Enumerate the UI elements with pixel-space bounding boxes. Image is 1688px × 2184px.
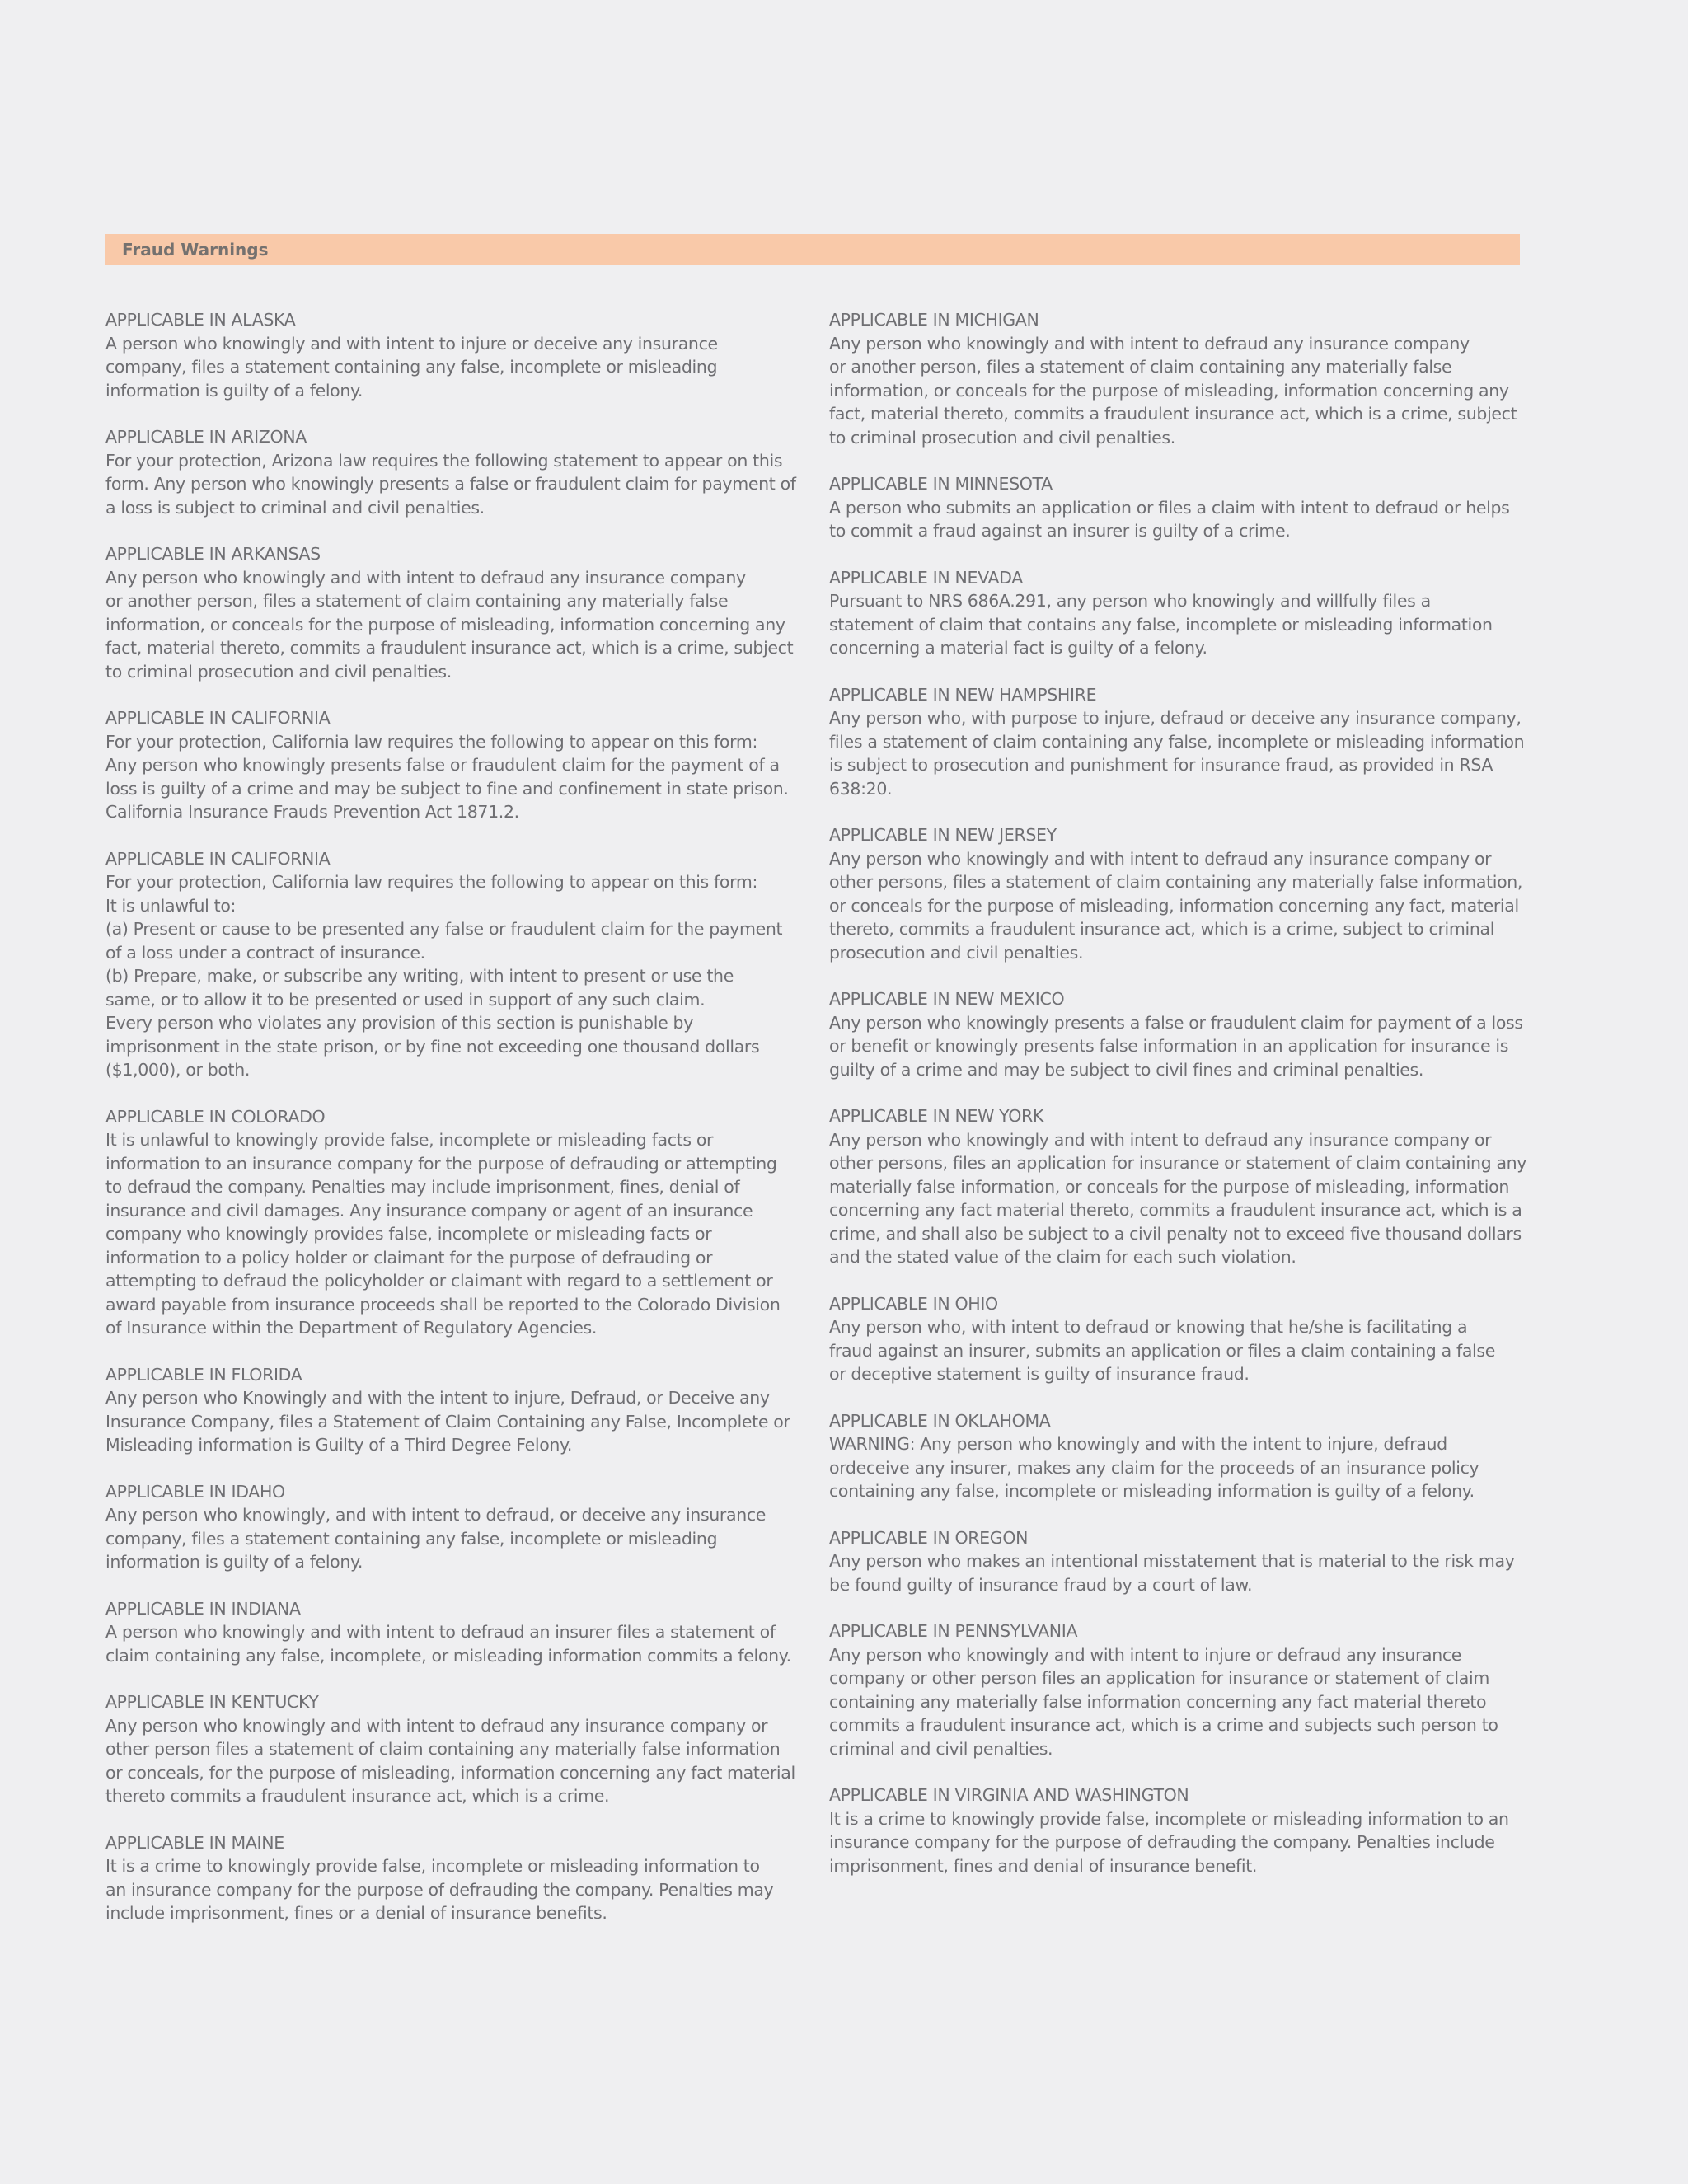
section-body: Any person who makes an intentional misstatement that is material to the risk may be found guilty of insurance fraud by a court of law. <box>829 1551 1515 1595</box>
fraud-warning-new-mexico <box>829 987 1530 1081</box>
fraud-warning-california-1 <box>106 706 806 824</box>
section-heading: APPLICABLE IN NEW MEXICO <box>829 989 1065 1009</box>
section-body: WARNING: Any person who knowingly and with the intent to injure, defraud ordeceive any insurer, makes any claim for the proceeds of an insurance policy containing any false, incomplete or misleading information is guilty of a felony. <box>829 1434 1479 1501</box>
section-body: Any person who knowingly and with intent to injure or defraud any insurance company or other person files an application for insurance or statement of claim containing any materially false information concerning any fact material thereto commits a fraudulent insurance act, which is a crime and subjects such person to criminal and civil penalties. <box>829 1644 1498 1759</box>
section-body: Any person who knowingly and with intent to defraud any insurance company or another person, files a statement of claim containing any materially false information, or conceals for the purpose of misleading, information concerning any fact, material thereto, commits a fraudulent insurance act, which is a crime, subject to criminal prosecution and civil penalties. <box>829 333 1517 448</box>
section-body: Any person who knowingly presents a false or fraudulent claim for payment of a loss or benefit or knowingly presents false information in an application for insurance is guilty of a crime and may be subject to civil fines and criminal penalties. <box>829 1012 1523 1080</box>
section-body: Any person who knowingly and with intent to defraud any insurance company or another person, files a statement of claim containing any materially false information, or conceals for the purpose of misleading, information concerning any fact, material thereto, commits a fraudulent insurance act, which is a crime, subject to criminal prosecution and civil penalties. <box>106 567 794 682</box>
section-body: For your protection, California law requires the following to appear on this form: It is unlawful to: (a) Present or cause to be presented any false or fraudulent claim for the payment of a loss under a contract of insurance. (b) Prepare, make, or subscribe any writing, with intent to present or use the same, or to allow it to be presented or used in support of any such claim. Every person who violates any provision of this section is punishable by imprisonment in the state prison, or by fine not exceeding one thousand dollars ($1,000), or both. <box>106 872 783 1080</box>
section-body: Any person who knowingly and with intent to defraud any insurance company or other person files a statement of claim containing any materially false information or conceals, for the purpose of misleading, information concerning any fact material thereto commits a fraudulent insurance act, which is a crime. <box>106 1715 795 1806</box>
section-body: It is a crime to knowingly provide false, incomplete or misleading information to an insurance company for the purpose of defrauding the company. Penalties include imprisonment, fines and denial of insurance benefit. <box>829 1808 1509 1876</box>
section-body: Any person who knowingly, and with intent to defraud, or deceive any insurance company, files a statement containing any false, incomplete or misleading information is guilty of a felony. <box>106 1505 767 1572</box>
section-heading: APPLICABLE IN NEW HAMPSHIRE <box>829 684 1097 705</box>
section-body: Pursuant to NRS 686A.291, any person who knowingly and willfully files a statement of claim that contains any false, incomplete or misleading information concerning a material fact is guilty of a felony. <box>829 591 1493 658</box>
section-body: Any person who knowingly and with intent to defraud any insurance company or other persons, files an application for insurance or statement of claim containing any materially false information, or conceals for the purpose of misleading, information concerning any fact material thereto, commits a fraudulent insurance act, which is a crime, and shall also be subject to a civil penalty not to exceed five thousand dollars and the stated value of the claim for each such violation. <box>829 1129 1527 1267</box>
fraud-warning-colorado <box>106 1105 806 1340</box>
section-heading: APPLICABLE IN ARIZONA <box>106 427 307 447</box>
fraud-warning-alaska <box>106 308 806 402</box>
fraud-warning-arizona <box>106 425 806 519</box>
fraud-warning-pennsylvania <box>829 1619 1530 1760</box>
fraud-warning-ohio <box>829 1292 1530 1386</box>
fraud-warning-new-york <box>829 1104 1530 1269</box>
section-body: A person who knowingly and with intent to defraud an insurer files a statement of claim containing any false, incomplete, or misleading information commits a felony. <box>106 1622 791 1666</box>
fraud-warning-florida <box>106 1363 806 1457</box>
fraud-warning-virginia-washington <box>829 1783 1530 1877</box>
section-heading: APPLICABLE IN OREGON <box>829 1527 1029 1548</box>
section-body: Any person who knowingly and with intent to defraud any insurance company or other persons, files a statement of claim containing any materially false information, or conceals for the purpose of misleading, information concerning any fact, material thereto, commits a fraudulent insurance act, which is a crime, subject to criminal prosecution and civil penalties. <box>829 848 1523 963</box>
section-heading: APPLICABLE IN OKLAHOMA <box>829 1410 1051 1431</box>
section-heading: APPLICABLE IN NEW JERSEY <box>829 825 1057 845</box>
fraud-warning-oregon <box>829 1526 1530 1597</box>
section-body: A person who knowingly and with intent to injure or deceive any insurance company, files a statement containing any false, incomplete or misleading information is guilty of a felony. <box>106 333 718 401</box>
section-body: A person who submits an application or files a claim with intent to defraud or helps to commit a fraud against an insurer is guilty of a crime. <box>829 497 1510 541</box>
fraud-warning-new-hampshire <box>829 683 1530 801</box>
section-heading: APPLICABLE IN FLORIDA <box>106 1364 302 1385</box>
section-heading: APPLICABLE IN MINNESOTA <box>829 474 1053 494</box>
section-heading: APPLICABLE IN ARKANSAS <box>106 544 321 564</box>
section-heading: APPLICABLE IN COLORADO <box>106 1106 326 1127</box>
left-column <box>106 308 806 1948</box>
fraud-warning-new-jersey <box>829 823 1530 964</box>
fraud-warning-michigan <box>829 308 1530 449</box>
fraud-warning-indiana <box>106 1597 806 1668</box>
section-heading: APPLICABLE IN KENTUCKY <box>106 1692 319 1712</box>
fraud-warning-arkansas <box>106 542 806 683</box>
fraud-warning-oklahoma <box>829 1409 1530 1503</box>
section-body: Any person who Knowingly and with the intent to injure, Defraud, or Deceive any Insurance Company, files a Statement of Claim Containing any False, Incomplete or Misleading information is Guilty of a Third Degree Felony. <box>106 1388 790 1455</box>
section-body: It is unlawful to knowingly provide false, incomplete or misleading facts or information to an insurance company for the purpose of defrauding or attempting to defraud the company. Penalties may include imprisonment, fines, denial of insurance and civil damages. Any insurance company or agent of an insurance company who knowingly provides false, incomplete or misleading facts or information to a policy holder or claimant for the purpose of defrauding or attempting to defraud the policyholder or claimant with regard to a settlement or award payable from insurance proceeds shall be reported to the Colorado Division of Insurance within the Department of Regulatory Agencies. <box>106 1130 781 1338</box>
fraud-warning-maine <box>106 1831 806 1925</box>
fraud-warning-nevada <box>829 566 1530 660</box>
section-heading: APPLICABLE IN MAINE <box>106 1832 284 1853</box>
fraud-warning-california-2 <box>106 847 806 1082</box>
section-body: For your protection, Arizona law requires the following statement to appear on this form. Any person who knowingly presents a false or fraudulent claim for payment of a loss is subject to criminal and civil penalties. <box>106 450 796 518</box>
section-body: For your protection, California law requires the following to appear on this form: Any person who knowingly presents false or fraudulent claim for the payment of a loss is guilty of a crime and may be subject to fine and confinement in state prison. California Insurance Frauds Prevention Act 1871.2. <box>106 731 789 822</box>
section-body: Any person who, with purpose to injure, defraud or deceive any insurance company, files a statement of claim containing any false, incomplete or misleading information is subject to prosecution and punishment for insurance fraud, as provided in RSA 638:20. <box>829 708 1525 799</box>
fraud-warning-idaho <box>106 1480 806 1574</box>
section-heading: APPLICABLE IN CALIFORNIA <box>106 848 331 869</box>
section-heading: APPLICABLE IN INDIANA <box>106 1598 301 1619</box>
section-body: It is a crime to knowingly provide false, incomplete or misleading information to an insurance company for the purpose of defrauding the company. Penalties may include imprisonment, fines or a denial of insurance benefits. <box>106 1856 774 1923</box>
section-heading: APPLICABLE IN OHIO <box>829 1293 998 1314</box>
section-heading: APPLICABLE IN IDAHO <box>106 1481 285 1502</box>
fraud-warning-minnesota <box>829 472 1530 543</box>
section-heading: APPLICABLE IN CALIFORNIA <box>106 708 331 728</box>
page-title: Fraud Warnings <box>122 240 269 260</box>
section-heading: APPLICABLE IN MICHIGAN <box>829 310 1039 330</box>
fraud-warning-kentucky <box>106 1690 806 1808</box>
section-heading: APPLICABLE IN NEVADA <box>829 567 1023 588</box>
right-column <box>829 308 1530 1900</box>
section-heading: APPLICABLE IN NEW YORK <box>829 1106 1044 1126</box>
section-heading: APPLICABLE IN VIRGINIA AND WASHINGTON <box>829 1785 1189 1805</box>
section-banner <box>106 234 1520 265</box>
section-heading: APPLICABLE IN PENNSYLVANIA <box>829 1621 1078 1641</box>
section-heading: APPLICABLE IN ALASKA <box>106 310 296 330</box>
section-body: Any person who, with intent to defraud or knowing that he/she is facilitating a fraud against an insurer, submits an application or files a claim containing a false or deceptive statement is guilty of insurance fraud. <box>829 1317 1495 1384</box>
